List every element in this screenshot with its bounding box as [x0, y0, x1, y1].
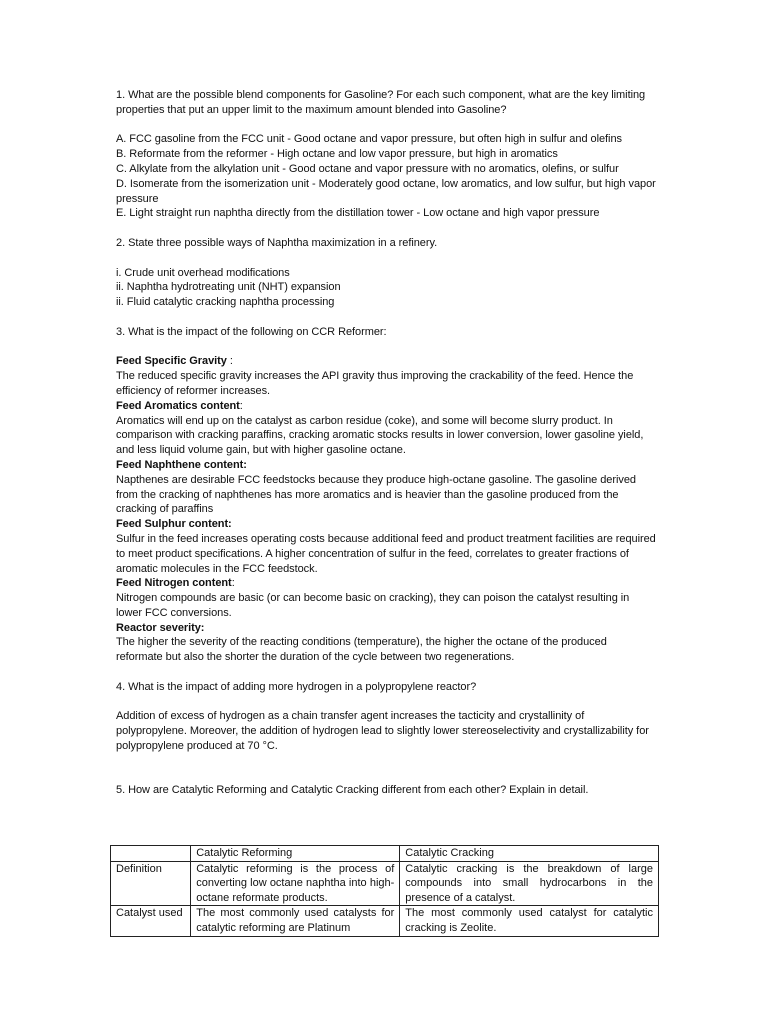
table-header-row — [111, 846, 659, 862]
q3-section-heading — [116, 354, 656, 369]
table-header-reforming: Catalytic Reforming — [191, 846, 400, 862]
q3-text-sulphur: Sulfur in the feed increases operating costs because additional feed and product treatment facilities are required to meet product specifications. A higher concentration of sulfur in the feed, correlates to greater fractions of aromatic molecules in the FCC feedstock. — [116, 532, 656, 575]
q3-heading-specific-gravity: Feed Specific Gravity — [116, 355, 227, 368]
q3-section-heading — [116, 458, 656, 473]
question-4: 4. What is the impact of adding more hydrogen in a polypropylene reactor? — [116, 680, 477, 693]
q2-answer-3: ii. Fluid catalytic cracking naphtha processing — [116, 296, 335, 309]
q3-text-naphthene: Napthenes are desirable FCC feedstocks because they produce high-octane gasoline. The gasoline derived from the cracking of naphthenes has more aromatics and is heavier than the gasoline produced from the cracking of paraffins — [116, 473, 636, 516]
table-header-cracking: Catalytic Cracking — [400, 846, 659, 862]
q2-answer-1: i. Crude unit overhead modifications — [116, 266, 290, 279]
table-header-empty — [111, 846, 191, 862]
q1-answer-e: E. Light straight run naphtha directly from the distillation tower - Low octane and high vapor pressure — [116, 207, 600, 220]
document-body — [116, 88, 656, 798]
q3-heading-sulphur: Feed Sulphur content: — [116, 518, 232, 531]
q3-heading-suffix: : — [239, 399, 243, 412]
table-cell-reforming: The most commonly used catalysts for catalytic reforming are Platinum — [191, 906, 400, 936]
table-cell-cracking: The most commonly used catalyst for catalytic cracking is Zeolite. — [400, 906, 659, 936]
question-5: 5. How are Catalytic Reforming and Catalytic Cracking different from each other? Explain in detail. — [116, 784, 589, 797]
q3-text-specific-gravity: The reduced specific gravity increases the API gravity thus improving the crackability of the feed. Hence the efficiency of reformer increases. — [116, 370, 634, 397]
q1-answer-a: A. FCC gasoline from the FCC unit - Good octane and vapor pressure, but often high in sulfur and olefins — [116, 133, 622, 146]
table-row — [111, 906, 659, 936]
q3-heading-suffix: : — [231, 577, 235, 590]
question-1: 1. What are the possible blend components for Gasoline? For each such component, what are the key limiting properties that put an upper limit to the maximum amount blended into Gasoline? — [116, 89, 646, 116]
q1-answer-c: C. Alkylate from the alkylation unit - Good octane and vapor pressure with no aromatics, olefins, or sulfur — [116, 162, 619, 175]
q3-heading-naphthene: Feed Naphthene content: — [116, 458, 247, 471]
q2-answer-2: ii. Naphtha hydrotreating unit (NHT) expansion — [116, 281, 341, 294]
table-row-label: Catalyst used — [111, 906, 191, 936]
q3-heading-nitrogen: Feed Nitrogen content — [116, 577, 232, 590]
q3-heading-suffix: : — [226, 355, 233, 368]
q4-answer: Addition of excess of hydrogen as a chain transfer agent increases the tacticity and crystallinity of polypropylene. Moreover, the addition of hydrogen lead to slightly lower stereoselectivity and crystallizability for polypropylene produced at 70 °C. — [116, 710, 649, 753]
q3-text-reactor-severity: The higher the severity of the reacting conditions (temperature), the higher the octane of the produced reformate but also the shorter the duration of the cycle between two regenerations. — [116, 636, 607, 664]
q3-text-aromatics: Aromatics will end up on the catalyst as carbon residue (coke), and some will become slurry product. In comparison with cracking paraffins, cracking aromatic stocks results in lower conversion, lower gasoline yield, and less liquid volume gain, but with higher gasoline octane. — [116, 414, 644, 457]
table-row — [111, 861, 659, 906]
q3-heading-aromatics: Feed Aromatics content — [116, 399, 240, 412]
q3-heading-reactor-severity: Reactor severity: — [116, 621, 205, 634]
q3-section-heading — [116, 621, 656, 636]
q3-text-nitrogen: Nitrogen compounds are basic (or can become basic on cracking), they can poison the catalyst resulting in lower FCC conversions. — [116, 592, 630, 619]
table-row-label: Definition — [111, 861, 191, 906]
q3-section-heading — [116, 517, 656, 532]
q1-answer-b: B. Reformate from the reformer - High octane and low vapor pressure, but high in aromatics — [116, 148, 558, 161]
table-cell-reforming: Catalytic reforming is the process of converting low octane naphtha into high-octane reformate products. — [191, 861, 400, 906]
q3-section-heading — [116, 399, 656, 414]
table-cell-cracking: Catalytic cracking is the breakdown of large compounds into small hydrocarbons in the presence of a catalyst. — [400, 861, 659, 906]
q3-section-heading — [116, 576, 656, 591]
question-3: 3. What is the impact of the following on CCR Reformer: — [116, 325, 387, 338]
comparison-table — [110, 845, 659, 937]
q1-answer-d: D. Isomerate from the isomerization unit - Moderately good octane, low aromatics, and low sulfur, but high vapor pressure — [116, 177, 656, 205]
question-2: 2. State three possible ways of Naphtha maximization in a refinery. — [116, 236, 438, 249]
